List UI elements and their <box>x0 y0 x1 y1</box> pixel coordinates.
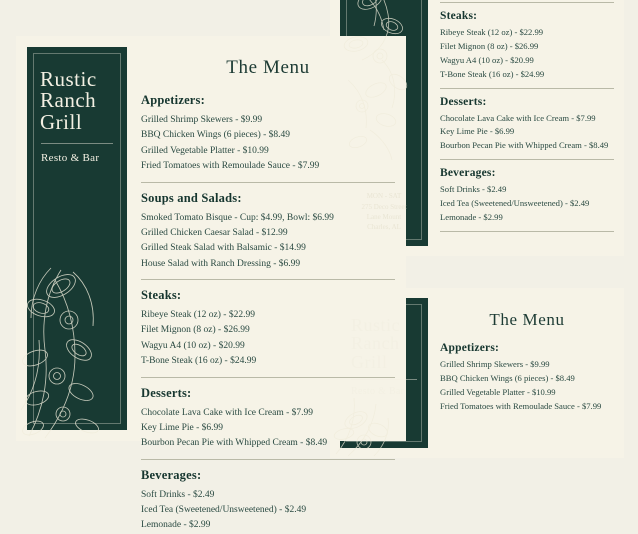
menu-item: Bourbon Pecan Pie with Whipped Cream - $8.49 <box>440 140 609 151</box>
menu-item: Ribeye Steak (12 oz) - $22.99 <box>141 310 255 320</box>
section-heading: Desserts: <box>440 95 487 108</box>
brand-subtitle: Resto & Bar <box>41 152 100 165</box>
menu-item: Key Lime Pie - $6.99 <box>440 126 515 137</box>
brand-hours: MON - SAT <box>366 192 402 201</box>
menu-item: Grilled Shrimp Skewers - $9.99 <box>440 359 550 369</box>
section-heading: Desserts: <box>141 385 192 400</box>
brand-name-line1: Rustic <box>351 315 401 335</box>
section-heading: Appetizers: <box>440 342 500 354</box>
card-inner <box>330 0 624 256</box>
brand-name <box>27 69 127 133</box>
menu-item: Bourbon Pecan Pie with Whipped Cream - $8.49 <box>141 438 328 449</box>
section-heading: Beverages: <box>440 167 496 180</box>
menu-item: House Salad with Ranch Dressing - $6.99 <box>141 258 301 269</box>
menu-item: Soft Drinks - $2.49 <box>440 184 507 195</box>
menu-item: BBQ Chicken Wings (6 pieces) - $8.49 <box>440 372 575 383</box>
floral-ornament-icon <box>330 368 418 458</box>
menu-item: Wagyu A4 (10 oz) - $20.99 <box>440 54 534 65</box>
menu-item: Wagyu A4 (10 oz) - $20.99 <box>141 340 245 351</box>
brand-address-line1: 275 Deco Street <box>361 202 407 211</box>
menu-item: Grilled Chicken Caesar Salad - $12.99 <box>141 227 288 238</box>
menu-item: Grilled Steak Salad with Balsamic - $14.99 <box>141 243 306 254</box>
menu-item: Lemonade - $2.99 <box>440 212 503 223</box>
menu-item: Grilled Vegetable Platter - $10.99 <box>440 386 556 397</box>
menu-item: Grilled Vegetable Platter - $10.99 <box>141 145 269 156</box>
brand-panel <box>340 0 428 246</box>
menu-item: Ribeye Steak (12 oz) - $22.99 <box>440 26 544 37</box>
brand-address <box>340 191 428 232</box>
section-heading: Beverages: <box>141 467 202 482</box>
brand-rule <box>41 143 113 144</box>
brand-name-line2: Ranch <box>351 333 400 354</box>
menu-item: T-Bone Steak (16 oz) - $24.99 <box>440 68 545 79</box>
menu-item: T-Bone Steak (16 oz) - $24.99 <box>141 356 257 367</box>
section-divider <box>141 182 395 183</box>
floral-ornament-icon <box>17 180 127 440</box>
brand-panel <box>27 47 127 430</box>
menu-item: Soft Drinks - $2.49 <box>141 489 215 500</box>
section-divider <box>440 159 614 160</box>
brand-panel <box>340 298 428 448</box>
section-divider <box>141 279 395 280</box>
brand-name-line1: Rustic <box>40 67 97 91</box>
menu-item: Lemonade - $2.99 <box>141 520 211 531</box>
menu-item: Chocolate Lava Cake with Ice Cream - $7.99 <box>141 407 313 418</box>
section-heading: Soups and Salads: <box>141 190 242 205</box>
menu-item: Fried Tomatoes with Remoulade Sauce - $7.99 <box>440 400 602 411</box>
menu-item: Smoked Tomato Bisque - Cup: $4.99, Bowl: $6.99 <box>141 212 334 223</box>
menu-title: The Menu <box>226 57 310 78</box>
floral-ornament-icon <box>340 0 428 160</box>
menu-body <box>440 0 614 246</box>
menu-item: Grilled Shrimp Skewers - $9.99 <box>141 115 263 125</box>
section-divider <box>141 459 395 460</box>
menu-item: Iced Tea (Sweetened/Unsweetened) - $2.49 <box>141 505 307 515</box>
menu-item: Key Lime Pie - $6.99 <box>141 422 224 433</box>
menu-body <box>440 298 614 448</box>
brand-name-line3: Grill <box>40 109 83 134</box>
brand-name <box>340 316 428 371</box>
menu-card-top <box>330 0 624 256</box>
section-heading: Steaks: <box>141 288 182 302</box>
menu-item: Chocolate Lava Cake with Ice Cream - $7.99 <box>440 112 596 123</box>
brand-address-line3: Charles, AL <box>367 222 401 231</box>
section-divider <box>440 2 614 3</box>
brand-subtitle: Resto & Bar <box>351 386 405 398</box>
menu-item: BBQ Chicken Wings (6 pieces) - $8.49 <box>141 130 291 141</box>
menu-title: The Menu <box>489 310 565 329</box>
brand-rule <box>351 379 417 380</box>
section-heading: Appetizers: <box>141 93 205 107</box>
menu-item: Filet Mignon (8 oz) - $26.99 <box>440 40 539 51</box>
menu-item: Fried Tomatoes with Remoulade Sauce - $7.99 <box>141 161 320 172</box>
brand-name-line3: Grill <box>351 351 388 372</box>
brand-address-line2: Lane Mount <box>366 212 402 221</box>
section-divider <box>440 88 614 89</box>
menu-item: Iced Tea (Sweetened/Unsweetened) - $2.49 <box>440 198 590 209</box>
section-divider <box>440 231 614 232</box>
section-heading: Steaks: <box>440 9 478 22</box>
brand-name-line2: Ranch <box>40 88 97 113</box>
menu-item: Filet Mignon (8 oz) - $26.99 <box>141 325 250 336</box>
